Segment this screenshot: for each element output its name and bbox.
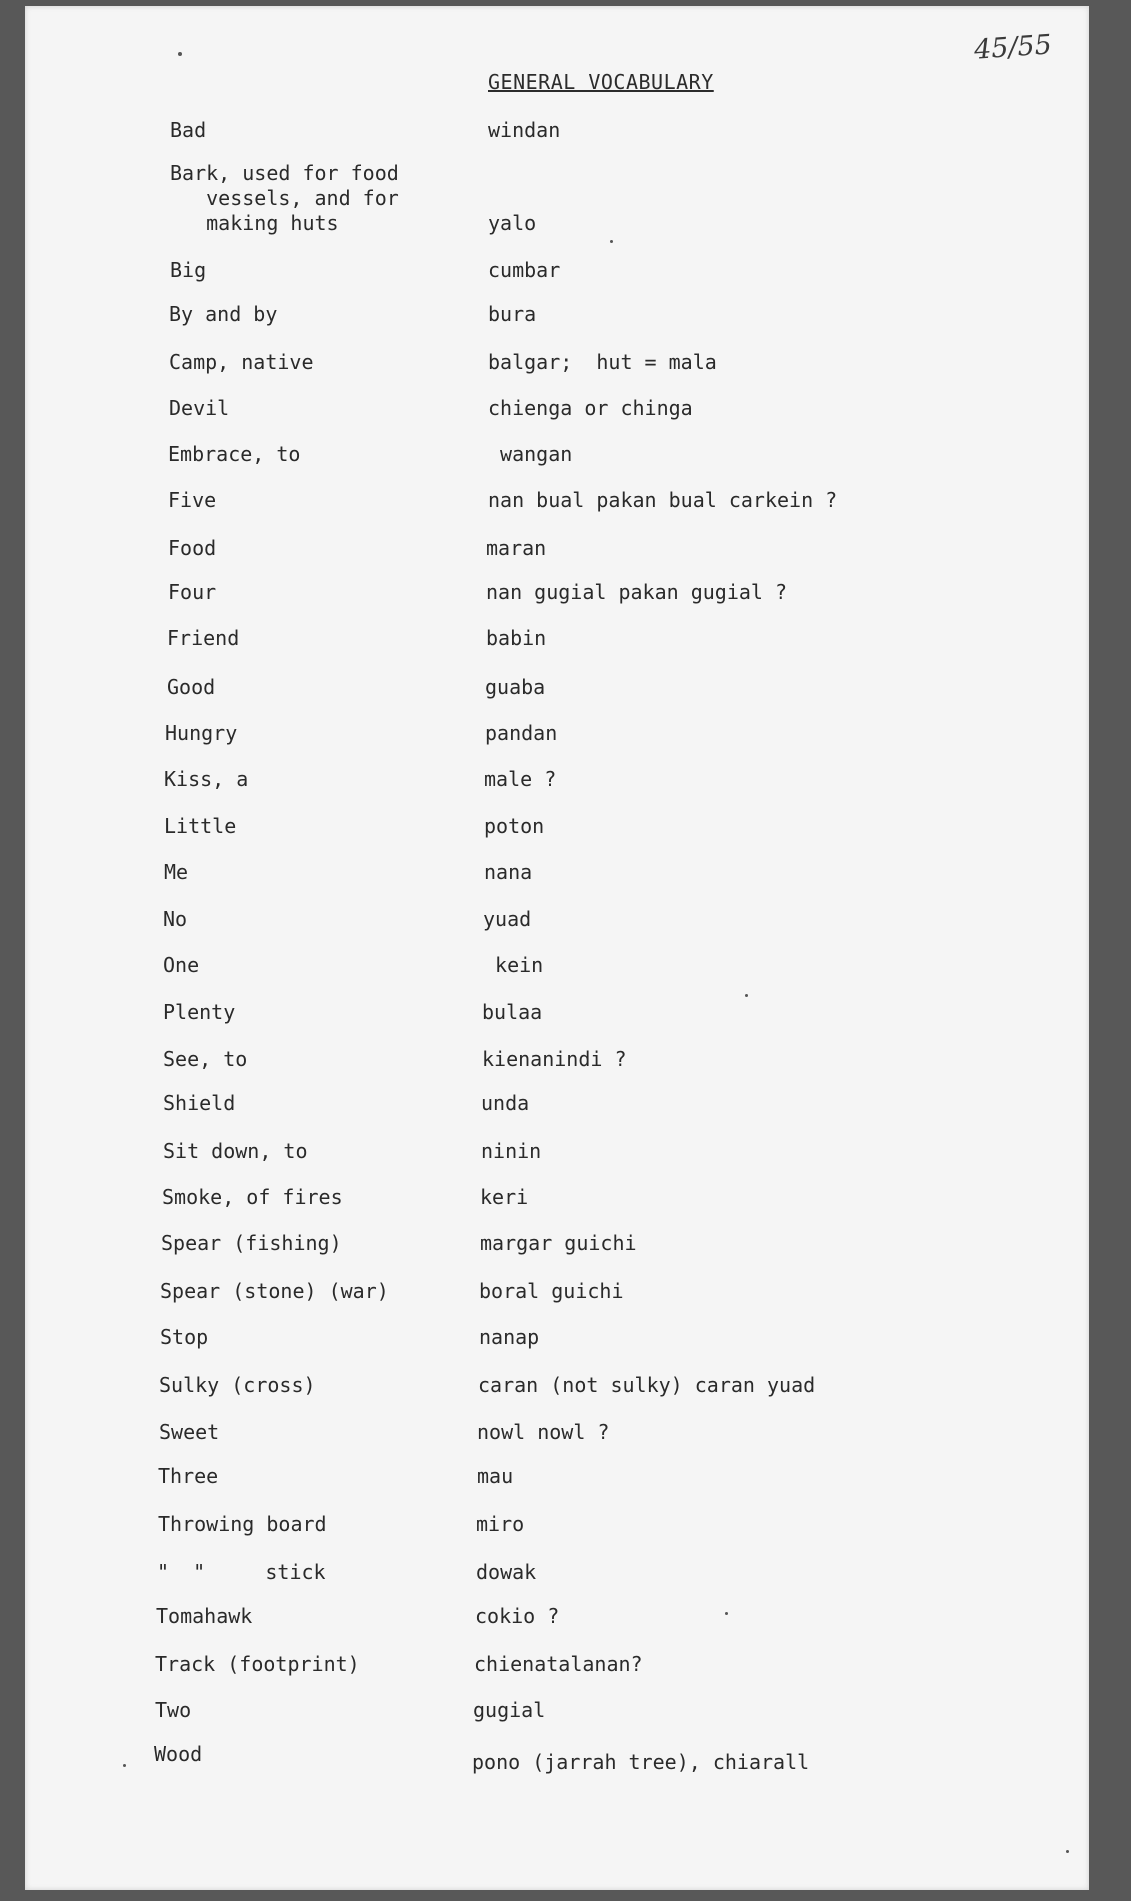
vocab-term: Food: [168, 536, 217, 560]
vocab-term: Me: [164, 860, 189, 884]
vocab-term: Spear (stone) (war): [160, 1279, 389, 1303]
paper-speck: [178, 52, 182, 56]
vocab-gloss: ninin: [481, 1139, 542, 1163]
vocab-gloss: miro: [476, 1512, 525, 1536]
vocab-gloss: cokio ?: [475, 1604, 560, 1628]
vocab-term: Bark, used for food vessels, and for making huts: [170, 161, 399, 235]
vocab-term: Good: [167, 675, 216, 699]
vocab-gloss: bulaa: [482, 1000, 543, 1024]
paper-speck: [1066, 1850, 1069, 1853]
vocab-gloss: balgar; hut = mala: [488, 350, 717, 374]
vocab-term: Bad: [170, 118, 207, 142]
vocab-gloss: nowl nowl ?: [477, 1420, 610, 1444]
vocab-gloss: nan bual pakan bual carkein ?: [488, 488, 838, 512]
vocab-term: Shield: [163, 1091, 236, 1115]
vocab-term: Sweet: [159, 1420, 220, 1444]
vocab-gloss: yuad: [483, 907, 532, 931]
vocab-gloss: kienanindi ?: [482, 1047, 627, 1071]
vocab-term: Kiss, a: [164, 767, 249, 791]
vocab-gloss: keri: [480, 1185, 529, 1209]
vocab-term: Sit down, to: [163, 1139, 308, 1163]
vocab-term: Camp, native: [169, 350, 314, 374]
vocab-gloss: nanap: [479, 1325, 540, 1349]
vocab-term: See, to: [163, 1047, 248, 1071]
vocab-term: One: [163, 953, 200, 977]
vocab-term: Three: [158, 1464, 219, 1488]
vocab-term: Little: [164, 814, 237, 838]
vocab-term: No: [163, 907, 188, 931]
vocab-term: Stop: [160, 1325, 209, 1349]
page-title: GENERAL VOCABULARY: [488, 70, 714, 94]
vocab-gloss: gugial: [473, 1698, 546, 1722]
vocab-gloss: wangan: [488, 442, 573, 466]
vocab-term: Big: [170, 258, 207, 282]
vocab-gloss: cumbar: [488, 258, 561, 282]
vocab-term: By and by: [169, 302, 278, 326]
vocab-gloss: mau: [477, 1464, 514, 1488]
page-number: 45/55: [973, 29, 1053, 66]
vocab-term: Spear (fishing): [161, 1231, 342, 1255]
vocab-term: " " stick: [157, 1560, 326, 1584]
vocab-gloss: windan: [488, 118, 561, 142]
vocab-term: Plenty: [163, 1000, 236, 1024]
vocab-gloss: nana: [484, 860, 533, 884]
vocab-term: Smoke, of fires: [162, 1185, 343, 1209]
vocab-gloss: margar guichi: [480, 1231, 637, 1255]
vocab-term: Two: [155, 1698, 192, 1722]
vocab-gloss: maran: [486, 536, 547, 560]
vocab-gloss: unda: [481, 1091, 530, 1115]
vocab-term: Four: [168, 580, 217, 604]
vocab-gloss: yalo: [488, 211, 537, 235]
vocab-term: Wood: [154, 1742, 203, 1766]
vocab-gloss: nan gugial pakan gugial ?: [486, 580, 788, 604]
vocab-gloss: kein: [483, 953, 544, 977]
vocab-gloss: bura: [488, 302, 537, 326]
vocab-term: Devil: [169, 396, 230, 420]
vocab-term: Embrace, to: [168, 442, 301, 466]
vocab-term: Hungry: [165, 721, 238, 745]
vocab-term: Friend: [167, 626, 240, 650]
vocab-gloss: chienatalanan?: [474, 1652, 643, 1676]
vocab-gloss: male ?: [484, 767, 557, 791]
paper-speck: [610, 240, 613, 243]
paper-speck: [745, 994, 748, 997]
vocab-term: Five: [168, 488, 217, 512]
vocab-gloss: pono (jarrah tree), chiarall: [472, 1750, 810, 1774]
vocab-gloss: caran (not sulky) caran yuad: [478, 1373, 816, 1397]
vocab-term: Tomahawk: [156, 1604, 253, 1628]
paper-speck: [123, 1764, 126, 1767]
vocab-term: Sulky (cross): [159, 1373, 316, 1397]
vocab-term: Throwing board: [158, 1512, 327, 1536]
vocab-term: Track (footprint): [155, 1652, 360, 1676]
vocab-gloss: pandan: [485, 721, 558, 745]
vocab-gloss: dowak: [476, 1560, 537, 1584]
vocab-gloss: boral guichi: [479, 1279, 624, 1303]
vocab-gloss: chienga or chinga: [488, 396, 693, 420]
vocab-gloss: poton: [484, 814, 545, 838]
vocab-gloss: babin: [486, 626, 547, 650]
paper-speck: [725, 1612, 728, 1615]
vocab-gloss: guaba: [485, 675, 546, 699]
